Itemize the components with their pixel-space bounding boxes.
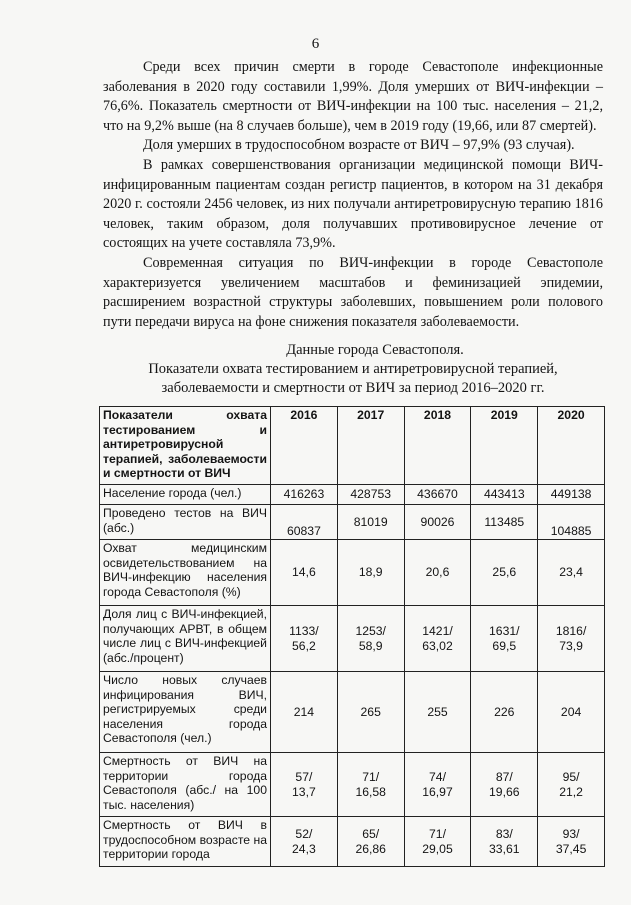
table-row bbox=[100, 753, 605, 817]
paragraph-infectious-deaths: Среди всех причин смерти в городе Севастополе инфекционные заболевания в 2020 году составили 1,99%. Доля умерших от ВИЧ-инфекции – 76,6%. Показатель смертности от ВИЧ-инфекции на 100 тыс. населения – 21,2, что на 9,2% выше (на 8 случаев больше), чем в 2019 году (19,66, или 87 смертей). bbox=[103, 59, 603, 134]
cell-value: 214 bbox=[271, 672, 338, 753]
page-number: 6 bbox=[311, 36, 320, 52]
cell-value: 1133/ 56,2 bbox=[271, 606, 338, 672]
table-caption bbox=[103, 341, 603, 398]
cell-value: 428753 bbox=[337, 485, 404, 505]
cell-value: 416263 bbox=[271, 485, 338, 505]
cell-value: 14,6 bbox=[271, 540, 338, 606]
cell-value: 74/ 16,97 bbox=[404, 753, 471, 817]
header-year: 2018 bbox=[404, 407, 471, 485]
paragraph-current-situation: Современная ситуация по ВИЧ-инфекции в городе Севастополе характеризуется увеличением масштабов и феминизацией эпидемии, расширением возрастной структуры заболевших, повышением роли полового пути передачи вируса на фоне снижения показателя заболеваемости. bbox=[103, 254, 603, 330]
row-label: Охват медицинским освидетельствованием на ВИЧ-инфекцию населения города Севастополя (%) bbox=[100, 540, 271, 606]
cell-value: 265 bbox=[337, 672, 404, 753]
table-row bbox=[100, 505, 605, 540]
cell-value: 71/ 29,05 bbox=[404, 817, 471, 867]
cell-value: 25,6 bbox=[471, 540, 538, 606]
caption-line-2: Показатели охвата тестированием и антиретровирусной терапией, bbox=[148, 361, 558, 377]
cell-value: 443413 bbox=[471, 485, 538, 505]
table-row bbox=[100, 485, 605, 505]
cell-value: 52/ 24,3 bbox=[271, 817, 338, 867]
cell-value: 93/ 37,45 bbox=[538, 817, 605, 867]
cell-value: 20,6 bbox=[404, 540, 471, 606]
caption-line-1: Данные города Севастополя. bbox=[286, 342, 464, 358]
row-label: Число новых случаев инфицирования ВИЧ, регистрируемых среди населения города Севастополя (чел.) bbox=[100, 672, 271, 753]
cell-value: 87/ 19,66 bbox=[471, 753, 538, 817]
row-label: Население города (чел.) bbox=[100, 485, 271, 505]
row-label: Проведено тестов на ВИЧ (абс.) bbox=[100, 505, 271, 540]
cell-value: 71/ 16,58 bbox=[337, 753, 404, 817]
table-header-row bbox=[100, 407, 605, 485]
body-text bbox=[103, 58, 603, 332]
paragraph-patient-register: В рамках совершенствования организации медицинской помощи ВИЧ-инфицированным пациентам создан регистр пациентов, в котором на 31 декабря 2020 г. состояли 2456 человек, из них получали антиретровирусную терапию 1816 человек, таким образом, доля получавших противовирусное лечение от состоящих на учете составляла 73,9%. bbox=[103, 156, 603, 252]
cell-value: 65/ 26,86 bbox=[337, 817, 404, 867]
table-row bbox=[100, 606, 605, 672]
cell-value: 1631/ 69,5 bbox=[471, 606, 538, 672]
cell-value: 95/ 21,2 bbox=[538, 753, 605, 817]
cell-value: 1253/ 58,9 bbox=[337, 606, 404, 672]
cell-value: 83/ 33,61 bbox=[471, 817, 538, 867]
table-row bbox=[100, 540, 605, 606]
cell-value: 204 bbox=[538, 672, 605, 753]
cell-value: 90026 bbox=[404, 505, 471, 540]
cell-value: 60837 bbox=[271, 505, 338, 540]
row-label: Доля лиц с ВИЧ-инфекцией, получающих АРВТ, в общем числе лиц с ВИЧ-инфекцией (абс./процент) bbox=[100, 606, 271, 672]
cell-value: 113485 bbox=[471, 505, 538, 540]
row-label: Смертность от ВИЧ на территории города Севастополя (абс./ на 100 тыс. населения) bbox=[100, 753, 271, 817]
caption-line-3: заболеваемости и смертности от ВИЧ за период 2016–2020 гг. bbox=[161, 380, 545, 396]
table-row bbox=[100, 672, 605, 753]
header-year: 2020 bbox=[538, 407, 605, 485]
cell-value: 104885 bbox=[538, 505, 605, 540]
table-row bbox=[100, 817, 605, 867]
cell-value: 81019 bbox=[337, 505, 404, 540]
cell-value: 57/ 13,7 bbox=[271, 753, 338, 817]
header-year: 2016 bbox=[271, 407, 338, 485]
cell-value: 18,9 bbox=[337, 540, 404, 606]
cell-value: 449138 bbox=[538, 485, 605, 505]
header-year: 2017 bbox=[337, 407, 404, 485]
header-indicator-label: Показатели охвата тестированием и антиретровирусной терапией, заболеваемости и смертности от ВИЧ bbox=[100, 407, 271, 485]
header-year: 2019 bbox=[471, 407, 538, 485]
cell-value: 1421/ 63,02 bbox=[404, 606, 471, 672]
cell-value: 23,4 bbox=[538, 540, 605, 606]
cell-value: 255 bbox=[404, 672, 471, 753]
paragraph-working-age-deaths: Доля умерших в трудоспособном возрасте от ВИЧ – 97,9% (93 случая). bbox=[143, 137, 575, 154]
cell-value: 436670 bbox=[404, 485, 471, 505]
row-label: Смертность от ВИЧ в трудоспособном возрасте на территории города bbox=[100, 817, 271, 867]
cell-value: 1816/ 73,9 bbox=[538, 606, 605, 672]
hiv-indicators-table bbox=[99, 406, 605, 867]
cell-value: 226 bbox=[471, 672, 538, 753]
